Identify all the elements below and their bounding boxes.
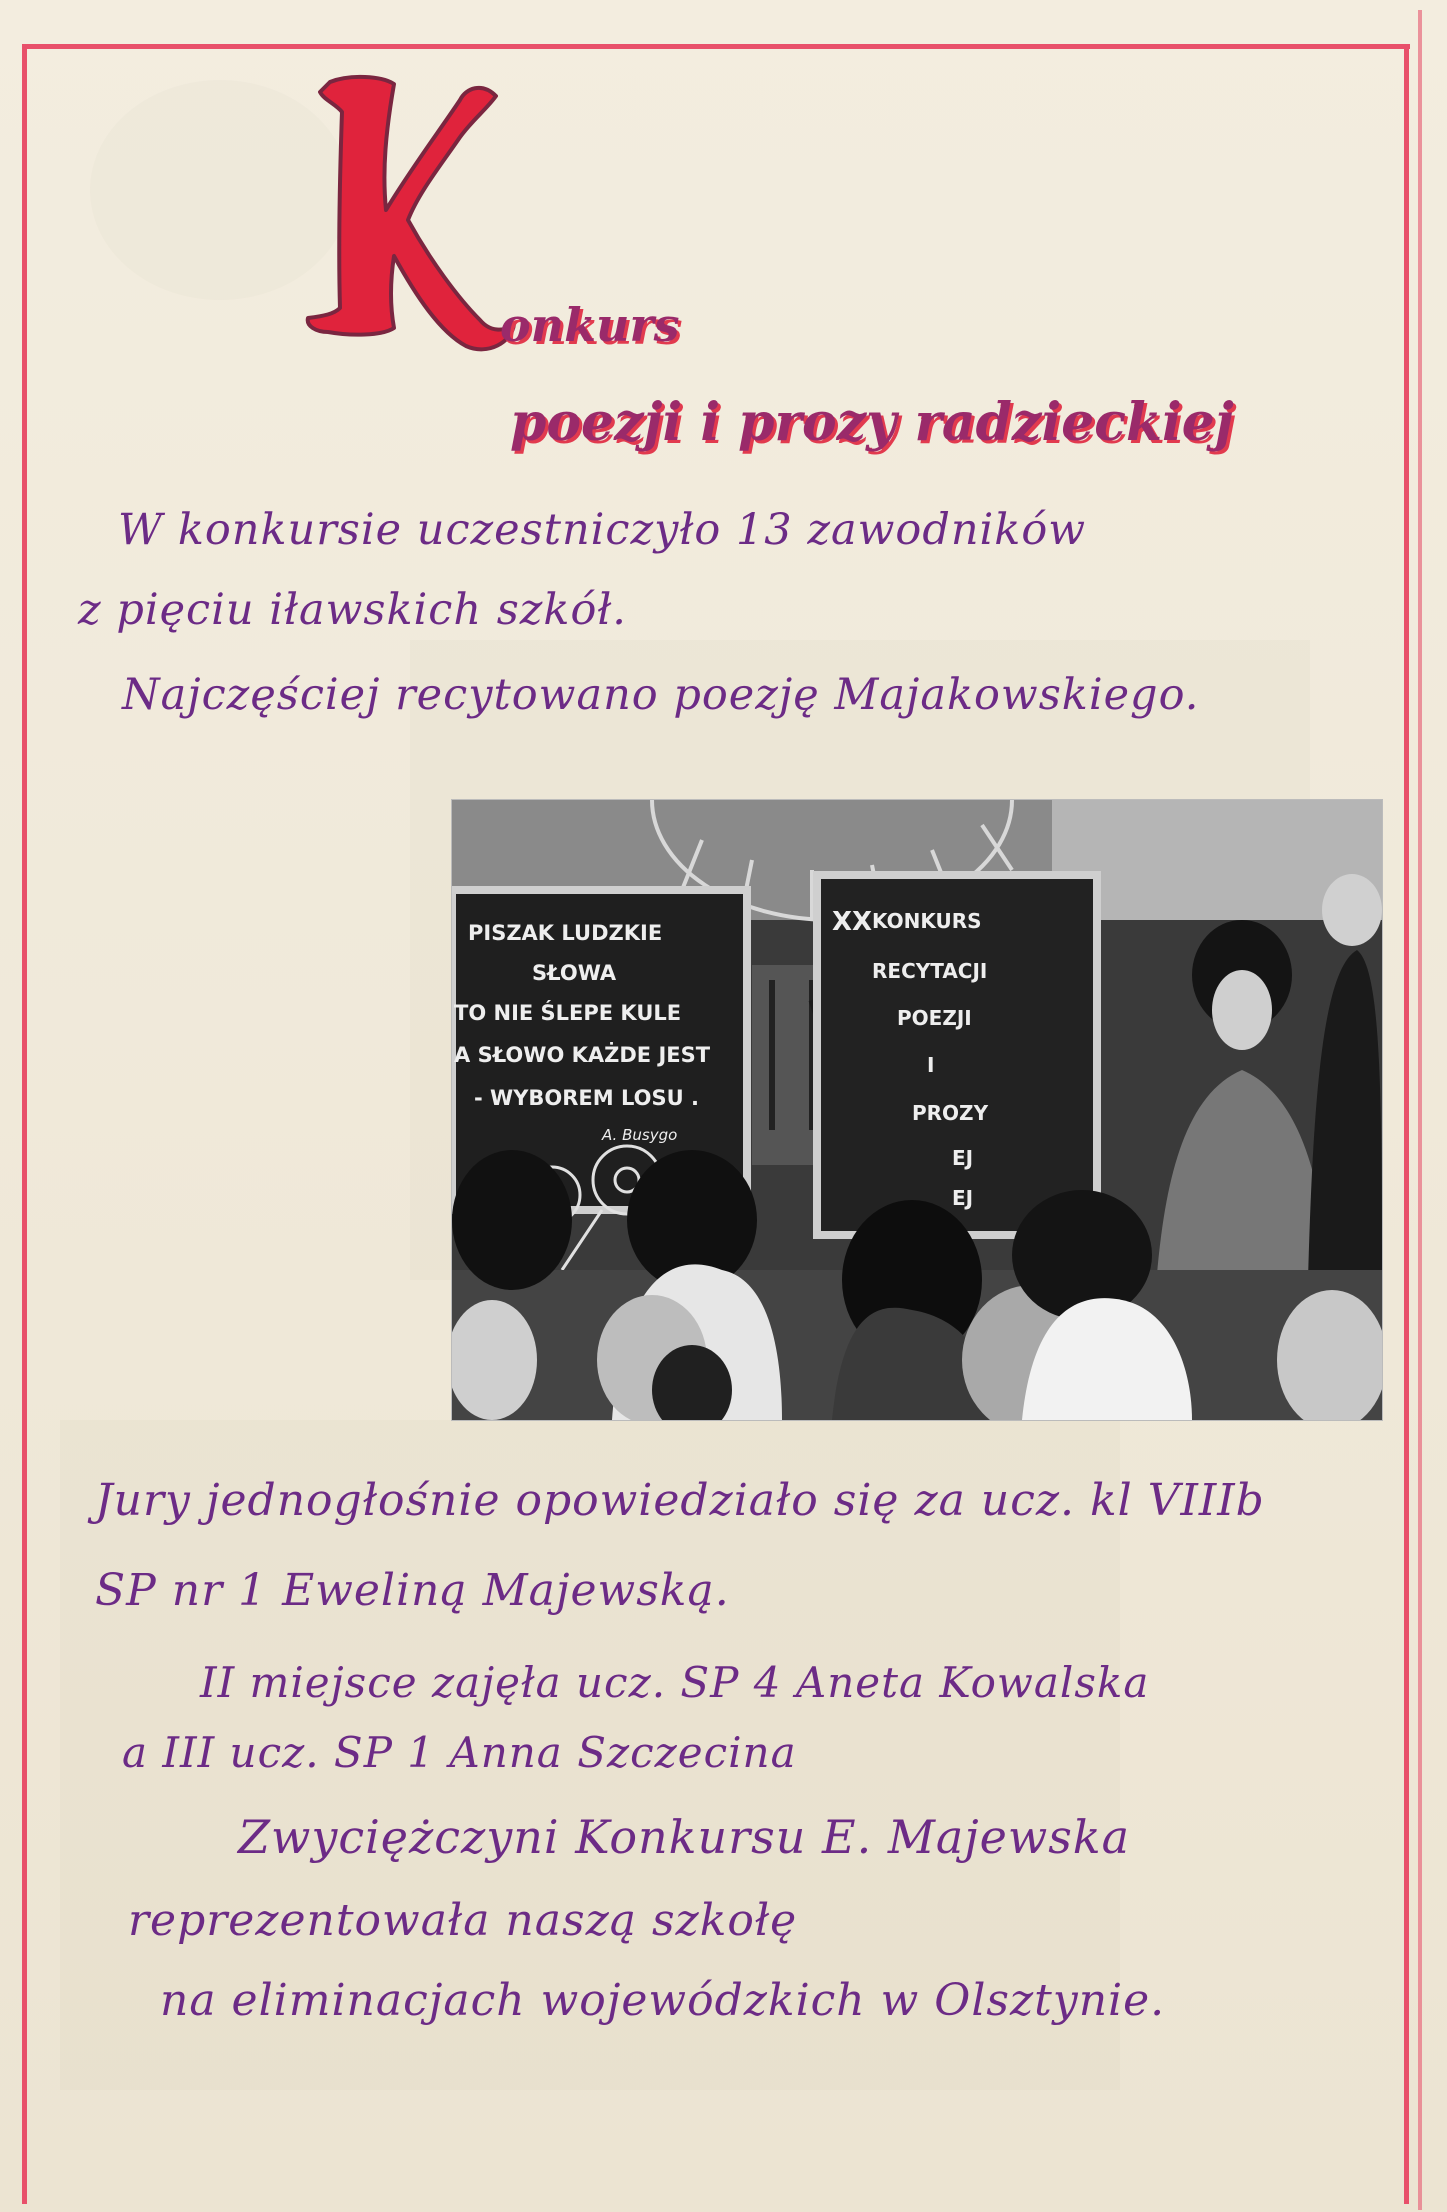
red-border-outer <box>1418 10 1422 2210</box>
board-right-line: KONKURS <box>872 909 982 933</box>
results-line: reprezentowała naszą szkołę <box>128 1895 798 1946</box>
heading-line-2: poezji i prozy radzieckiej <box>510 392 1234 453</box>
results-line: Zwyciężczyni Konkursu E. Majewska <box>238 1810 1131 1864</box>
results-line: Jury jednogłośnie opowiedziało się za ucz. kl VIIIb <box>95 1475 1265 1526</box>
red-border-right <box>1404 44 1409 2204</box>
intro-line: z pięciu iławskich szkół. <box>78 585 627 635</box>
board-right-line: EJ <box>952 1186 974 1210</box>
board-right-line: XX <box>832 907 873 937</box>
board-right-line: RECYTACJI <box>872 959 988 983</box>
heading-line-1: onkurs <box>500 298 680 352</box>
decorative-initial-k <box>290 70 520 360</box>
red-border-top <box>22 44 1410 49</box>
results-line: SP nr 1 Eweliną Majewską. <box>95 1565 730 1616</box>
board-right-line: EJ <box>952 1146 974 1170</box>
results-line: a III ucz. SP 1 Anna Szczecina <box>122 1728 797 1777</box>
board-right-line: POEZJI <box>897 1006 972 1030</box>
red-border-left <box>22 44 27 2204</box>
board-right-line: I <box>927 1053 935 1077</box>
results-line: II miejsce zajęła ucz. SP 4 Aneta Kowalska <box>200 1658 1150 1707</box>
intro-line: Najczęściej recytowano poezję Majakowskiego. <box>122 670 1200 720</box>
intro-line: W konkursie uczestniczyło 13 zawodników <box>118 505 1087 555</box>
board-left-line: - WYBOREM LOSU . <box>474 1086 699 1110</box>
board-left-line: SŁOWA <box>532 961 617 985</box>
board-left-signature: A. Busygo <box>602 1126 678 1144</box>
board-left-line: TO NIE ŚLEPE KULE <box>454 1001 682 1025</box>
event-photograph <box>452 800 1382 1420</box>
board-left-line: PISZAK LUDZKIE <box>468 921 663 945</box>
results-line: na eliminacjach wojewódzkich w Olsztynie. <box>160 1975 1166 2026</box>
board-left-line: A SŁOWO KAŻDE JEST <box>454 1043 711 1067</box>
board-right-line: PROZY <box>912 1101 989 1125</box>
